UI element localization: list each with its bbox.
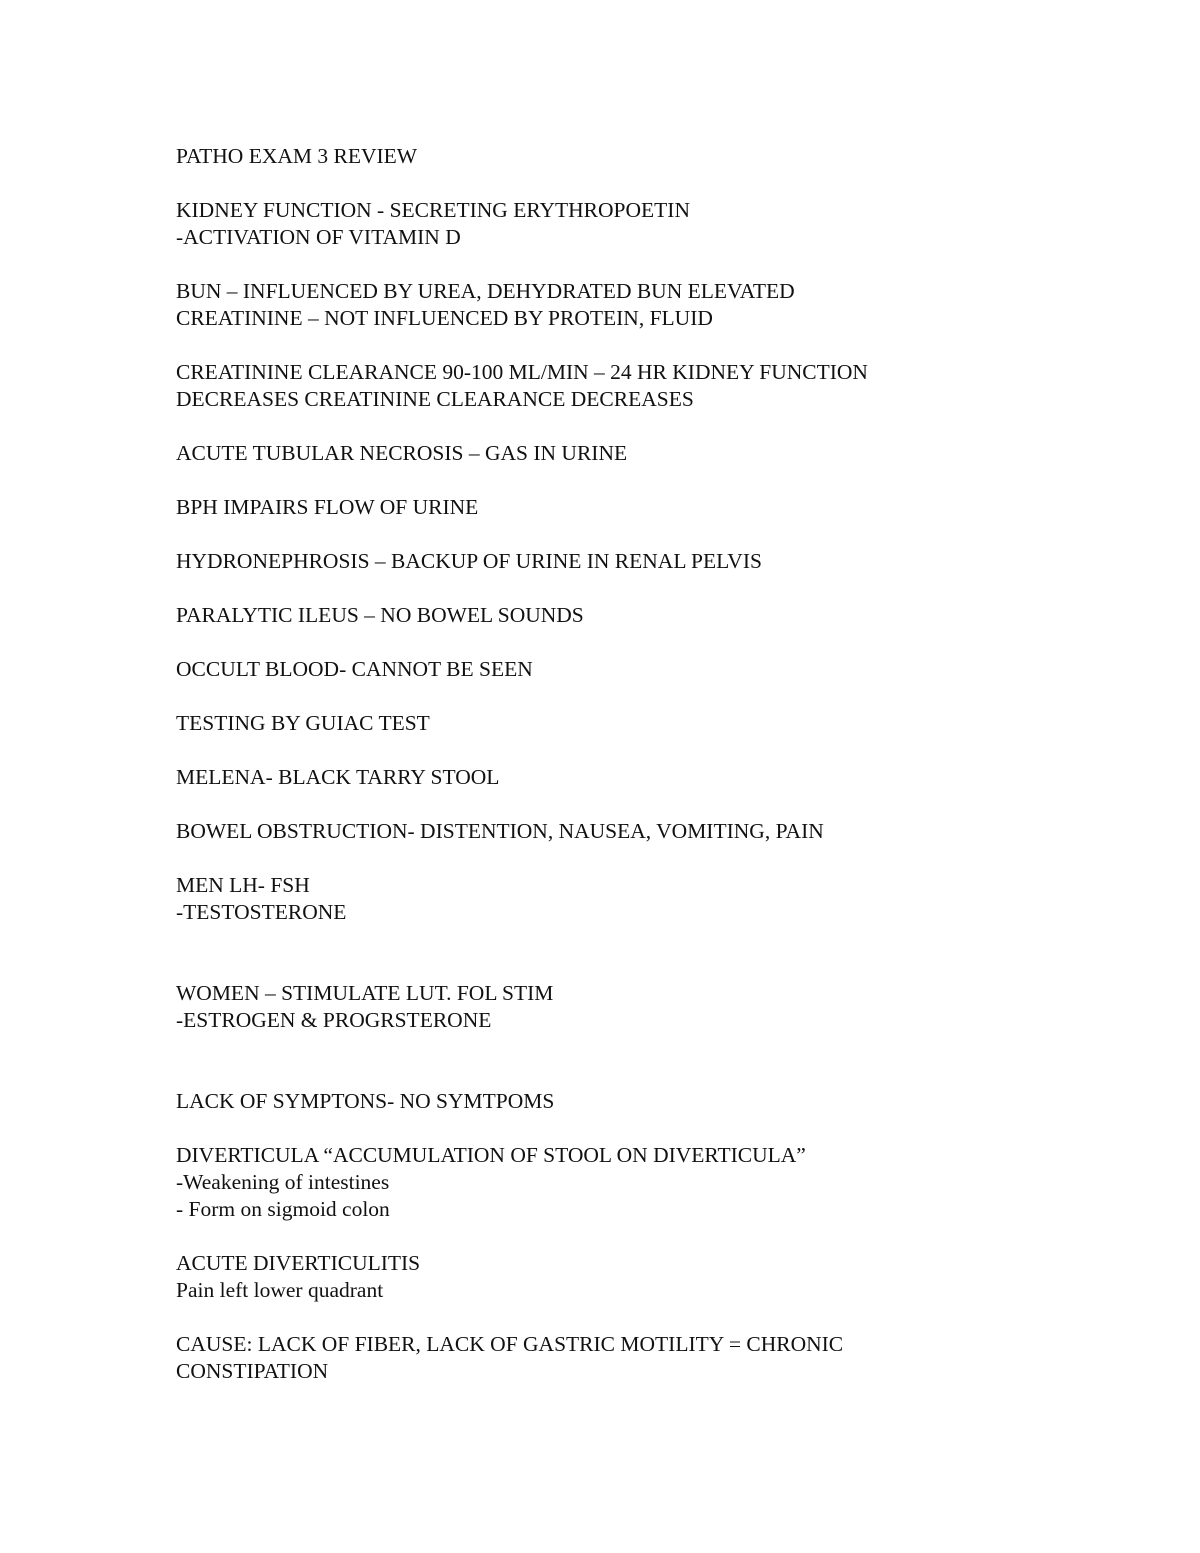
text-line: CREATININE CLEARANCE 90-100 ML/MIN – 24 HR KIDNEY FUNCTION — [176, 360, 868, 384]
text-line: OCCULT BLOOD- CANNOT BE SEEN — [176, 657, 533, 681]
spacer — [176, 791, 1076, 818]
text-line: DIVERTICULA “ACCUMULATION OF STOOL ON DIVERTICULA” — [176, 1143, 806, 1167]
section-melena — [176, 764, 1076, 791]
text-line: - Form on sigmoid colon — [176, 1197, 390, 1221]
spacer — [176, 251, 1076, 278]
section-diverticula — [176, 1142, 1076, 1223]
text-line: CAUSE: LACK OF FIBER, LACK OF GASTRIC MOTILITY = CHRONIC — [176, 1332, 844, 1356]
text-line: Pain left lower quadrant — [176, 1278, 384, 1302]
section-hydronephrosis — [176, 548, 1076, 575]
text-line: HYDRONEPHROSIS – BACKUP OF URINE IN RENAL PELVIS — [176, 549, 762, 573]
section-women — [176, 980, 1076, 1034]
text-line: -ESTROGEN & PROGRSTERONE — [176, 1008, 492, 1032]
section-acute-diverticulitis — [176, 1250, 1076, 1304]
spacer — [176, 683, 1076, 710]
text-line: -ACTIVATION OF VITAMIN D — [176, 225, 461, 249]
spacer — [176, 737, 1076, 764]
section-creatinine-clearance — [176, 359, 1076, 413]
spacer — [176, 845, 1076, 872]
section-bph — [176, 494, 1076, 521]
section-acute-tubular-necrosis — [176, 440, 1076, 467]
text-line: BUN – INFLUENCED BY UREA, DEHYDRATED BUN ELEVATED — [176, 279, 795, 303]
text-line: KIDNEY FUNCTION - SECRETING ERYTHROPOETIN — [176, 198, 690, 222]
spacer — [176, 332, 1076, 359]
spacer — [176, 1115, 1076, 1142]
section-lack-of-symptoms — [176, 1088, 1076, 1115]
text-line: ACUTE TUBULAR NECROSIS – GAS IN URINE — [176, 441, 628, 465]
section-kidney-function — [176, 197, 1076, 251]
text-line: ACUTE DIVERTICULITIS — [176, 1251, 421, 1275]
spacer — [176, 926, 1076, 980]
text-line: DECREASES CREATININE CLEARANCE DECREASES — [176, 387, 694, 411]
text-line: BOWEL OBSTRUCTION- DISTENTION, NAUSEA, VOMITING, PAIN — [176, 819, 824, 843]
document-title: PATHO EXAM 3 REVIEW — [176, 144, 418, 168]
spacer — [176, 1034, 1076, 1088]
spacer — [176, 521, 1076, 548]
text-line: PARALYTIC ILEUS – NO BOWEL SOUNDS — [176, 603, 584, 627]
text-line: WOMEN – STIMULATE LUT. FOL STIM — [176, 981, 554, 1005]
text-line: BPH IMPAIRS FLOW OF URINE — [176, 495, 479, 519]
text-line: LACK OF SYMPTONS- NO SYMTPOMS — [176, 1089, 555, 1113]
spacer — [176, 575, 1076, 602]
section-men — [176, 872, 1076, 926]
spacer — [176, 1304, 1076, 1331]
text-line: CREATININE – NOT INFLUENCED BY PROTEIN, FLUID — [176, 306, 713, 330]
spacer — [176, 467, 1076, 494]
section-occult-blood — [176, 656, 1076, 683]
text-line: MELENA- BLACK TARRY STOOL — [176, 765, 500, 789]
section-bowel-obstruction — [176, 818, 1076, 845]
section-guiac-test — [176, 710, 1076, 737]
spacer — [176, 170, 1076, 197]
section-bun — [176, 278, 1076, 332]
document-body — [176, 143, 1076, 1385]
text-line: TESTING BY GUIAC TEST — [176, 711, 430, 735]
text-line: -Weakening of intestines — [176, 1170, 390, 1194]
text-line: -TESTOSTERONE — [176, 900, 347, 924]
text-line: MEN LH- FSH — [176, 873, 310, 897]
spacer — [176, 413, 1076, 440]
section-cause — [176, 1331, 1076, 1385]
section-paralytic-ileus — [176, 602, 1076, 629]
spacer — [176, 1223, 1076, 1250]
text-line: CONSTIPATION — [176, 1359, 329, 1383]
spacer — [176, 629, 1076, 656]
